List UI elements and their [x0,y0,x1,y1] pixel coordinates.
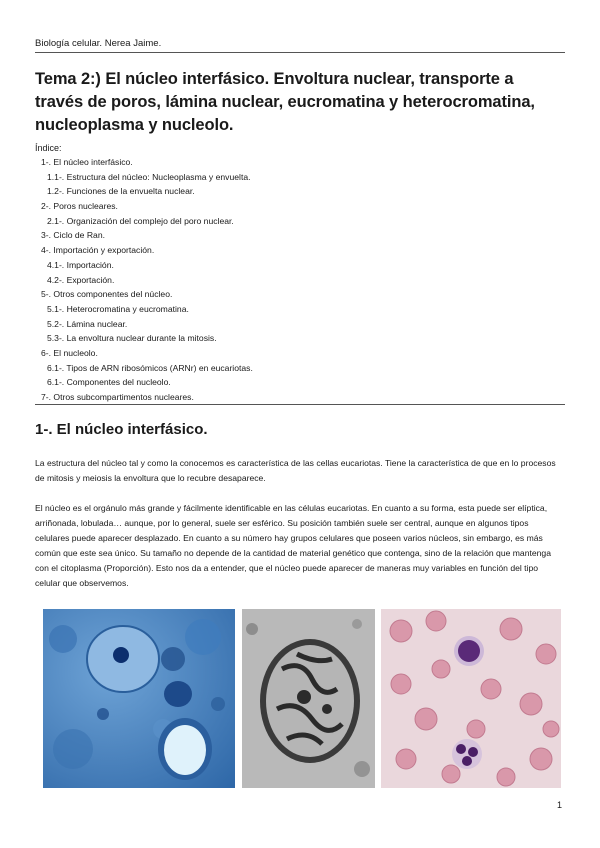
header-rule [35,52,565,53]
index-item: 5.1-. Heterocromatina y eucromatina. [47,303,189,314]
index-item: 6.1-. Componentes del nucleolo. [47,377,171,388]
index-item: 2-. Poros nucleares. [41,201,118,212]
index-rule [35,404,565,405]
page-number: 1 [557,800,563,810]
stained-tissue-nuclei-photo [43,609,235,788]
index-item: 5.3-. La envoltura nuclear durante la mitosis. [47,333,217,344]
index-heading: Índice: [35,143,62,153]
index-item: 6.1-. Tipos de ARN ribosómicos (ARNr) en eucariotas. [47,362,253,373]
index-item: 5-. Otros componentes del núcleo. [41,289,173,300]
index-item: 5.2-. Lámina nuclear. [47,318,128,329]
index-list [35,155,565,405]
index-item: 1.1-. Estructura del núcleo: Nucleoplasma y envuelta. [47,171,251,182]
index-item: 2.1-. Organización del complejo del poro nuclear. [47,215,234,226]
electron-micrograph-nucleus-photo [242,609,375,788]
body-paragraph: El núcleo es el orgánulo más grande y fácilmente identificable en las células eucariotas. En cuanto a su forma, esta puede ser elíptica, arriñonada, lobulada… aunque, por lo general, suele ser esférico. Su posición también suele ser central, aunque en algunos tipos celulares puede aparecer desplazado. En cuanto a su número hay grupos celulares que poseen varios núcleos, sin embargo, es más común que este sea único. Su tamaño no depende de la cantidad de material genético que contenga, sino de la relación que mantenga con el citoplasma (Proporción). Esto nos da a entender, que el núcleo puede aparecer de maneras muy variables en función del tipo celular que observemos. [35,503,551,589]
index-item: 1.2-. Funciones de la envuelta nuclear. [47,186,195,197]
index-item: 4.1-. Importación. [47,259,114,270]
blood-smear-photo [381,609,561,788]
index-item: 1-. El núcleo interfásico. [41,157,133,167]
section-heading: 1-. El núcleo interfásico. [35,421,208,438]
index-item: 4.2-. Exportación. [47,274,115,285]
index-item: 7-. Otros subcompartimentos nucleares. [41,392,194,402]
running-header: Biología celular. Nerea Jaime. [35,38,162,49]
index-item: 4-. Importación y exportación. [41,245,155,256]
index-item: 3-. Ciclo de Ran. [41,230,106,241]
document-title: Tema 2:) El núcleo interfásico. Envoltura nuclear, transporte a través de poros, lámina nuclear, eucromatina y heterocromatina, nucleoplasma y nucleolo. [35,70,535,134]
index-item: 6-. El nucleolo. [41,347,98,358]
body-paragraph: La estructura del núcleo tal y como la conocemos es característica de las cellas eucariotas. Tiene la característica de que en lo procesos de mitosis y meiosis la envoltura que lo recubre desaparece. [35,458,556,484]
